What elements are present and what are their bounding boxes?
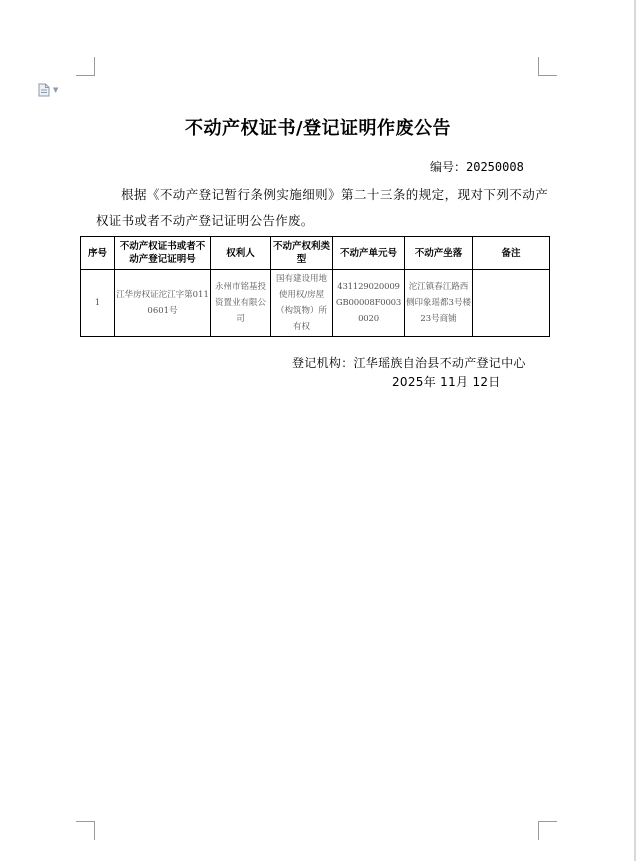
- crop-mark-bottom-left: [76, 821, 95, 840]
- notice-table: [80, 236, 550, 337]
- header-right-type: 不动产权利类型: [271, 237, 333, 270]
- cell-holder: 永州市铭基投资置业有限公司: [211, 270, 271, 337]
- cell-remark: [473, 270, 550, 337]
- table-row: [81, 270, 550, 337]
- crop-mark-bottom-right: [538, 821, 557, 840]
- header-cert: 不动产权证书或者不动产登记证明号: [115, 237, 211, 270]
- cell-seq: 1: [81, 270, 115, 337]
- registration-authority: 登记机构：江华瑶族自治县不动产登记中心: [292, 356, 526, 370]
- announcement-date: 2025年 11月 12日: [392, 375, 501, 389]
- table-header-row: [81, 237, 550, 270]
- cell-cert: 江华房权证沱江字第0110601号: [115, 270, 211, 337]
- header-holder: 权利人: [211, 237, 271, 270]
- cell-location: 沱江镇春江路西侧印象瑶都3号楼23号商铺: [405, 270, 473, 337]
- header-unit-no: 不动产单元号: [333, 237, 405, 270]
- crop-mark-top-left: [76, 57, 95, 76]
- header-location: 不动产坐落: [405, 237, 473, 270]
- header-seq: 序号: [81, 237, 115, 270]
- header-remark: 备注: [473, 237, 550, 270]
- cell-right-type: 国有建设用地使用权/房屋（构筑物）所有权: [271, 270, 333, 337]
- document-icon: [38, 83, 50, 97]
- document-title: 不动产权证书/登记证明作废公告: [184, 118, 452, 139]
- document-menu-button[interactable]: [38, 83, 58, 97]
- document-number: 编号：20250008: [430, 160, 524, 174]
- dropdown-caret-icon: ▼: [53, 86, 59, 94]
- cell-unit-no: 431129020009GB00008F00030020: [333, 270, 405, 337]
- crop-mark-top-right: [538, 57, 557, 76]
- notice-body: 根据《不动产登记暂行条例实施细则》第二十三条的规定，现对下列不动产权证书或者不动产登记证明公告作废。: [96, 187, 548, 228]
